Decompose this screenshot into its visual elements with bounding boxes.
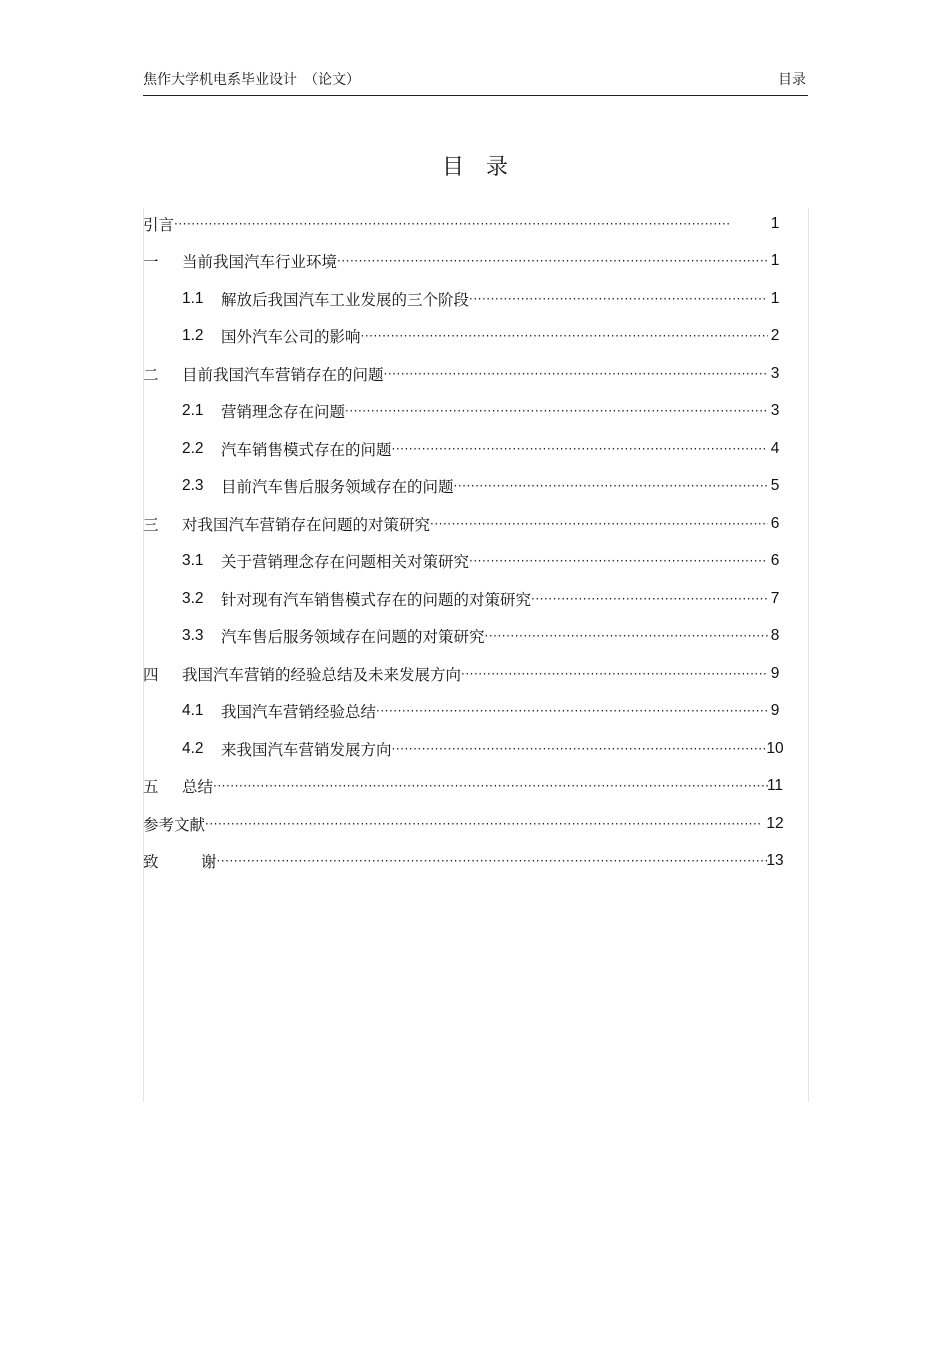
toc-entry[interactable] (143, 430, 808, 468)
toc-page-number: 8 (770, 627, 780, 645)
toc-page-number: 4 (770, 439, 780, 457)
toc-entry-title: 总结 (182, 778, 214, 797)
toc-entry[interactable] (143, 805, 808, 843)
toc-dot-leader (531, 592, 768, 606)
toc-entry[interactable] (143, 693, 808, 731)
toc-section-number: 4.1 (182, 702, 204, 720)
toc-dot-leader (469, 554, 768, 568)
toc-entry[interactable] (143, 655, 808, 693)
table-of-contents (143, 205, 808, 880)
toc-dot-leader (205, 817, 768, 831)
toc-dot-leader (337, 254, 768, 268)
toc-page-number: 1 (770, 252, 780, 270)
toc-entry-title: 引言 (143, 215, 175, 234)
toc-entry-title: 关于营销理念存在问题相关对策研究 (221, 553, 470, 572)
toc-entry[interactable] (143, 243, 808, 281)
toc-page-number: 1 (770, 214, 780, 232)
toc-page-number: 11 (766, 777, 784, 795)
toc-entry[interactable] (143, 355, 808, 393)
page-title: 目录 (441, 155, 530, 180)
toc-entry-title: 目前汽车售后服务领域存在的问题 (221, 478, 454, 497)
toc-entry[interactable] (143, 393, 808, 431)
toc-chapter-number: 四 (143, 666, 159, 684)
toc-chapter-number: 二 (143, 366, 159, 384)
toc-page-number: 12 (766, 814, 784, 832)
toc-entry-title: 我国汽车营销的经验总结及未来发展方向 (182, 665, 462, 684)
toc-entry-title: 我国汽车营销经验总结 (221, 703, 377, 722)
toc-page-number: 6 (770, 552, 780, 570)
toc-entry[interactable] (143, 468, 808, 506)
toc-entry-title: 当前我国汽车行业环境 (182, 253, 338, 272)
toc-section-number: 1.2 (182, 327, 204, 345)
toc-section-number: 3.2 (182, 589, 204, 607)
toc-dot-leader (454, 479, 768, 493)
toc-entry-title: 汽车销售模式存在的问题 (221, 440, 392, 459)
toc-entry[interactable] (143, 843, 808, 881)
toc-entry[interactable] (143, 618, 808, 656)
toc-entry-title: 解放后我国汽车工业发展的三个阶段 (221, 290, 470, 309)
toc-dot-leader (376, 704, 768, 718)
toc-entry-title: 汽车售后服务领域存在问题的对策研究 (221, 628, 485, 647)
toc-section-number: 3.1 (182, 552, 204, 570)
toc-section-number: 1.1 (182, 289, 204, 307)
toc-dot-leader (392, 442, 768, 456)
toc-entry[interactable] (143, 318, 808, 356)
toc-entry-title: 营销理念存在问题 (221, 403, 346, 422)
toc-page-number: 9 (770, 702, 780, 720)
toc-page-number: 10 (766, 739, 784, 757)
toc-dot-leader (469, 292, 768, 306)
toc-page-number: 3 (770, 364, 780, 382)
toc-entry[interactable] (143, 280, 808, 318)
page-header (143, 70, 808, 96)
toc-dot-leader (361, 329, 768, 343)
toc-dot-leader (345, 404, 768, 418)
toc-page-number: 6 (770, 514, 780, 532)
toc-dot-leader (485, 629, 768, 643)
toc-dot-leader (430, 517, 768, 531)
toc-entry[interactable] (143, 768, 808, 806)
toc-section-number: 2.1 (182, 402, 204, 420)
toc-entry[interactable] (143, 543, 808, 581)
toc-chapter-number: 致 (143, 854, 159, 872)
header-document-title: 焦作大学机电系毕业设计 （论文） (143, 72, 360, 88)
toc-page-number: 3 (770, 402, 780, 420)
toc-dot-leader (174, 217, 768, 231)
toc-section-number: 4.2 (182, 739, 204, 757)
toc-dot-leader (217, 854, 768, 868)
toc-entry[interactable] (143, 205, 808, 243)
toc-entry[interactable] (143, 505, 808, 543)
toc-section-number: 2.3 (182, 477, 204, 495)
header-section-name: 目录 (778, 72, 806, 88)
toc-entry[interactable] (143, 730, 808, 768)
toc-dot-leader (213, 779, 768, 793)
toc-page-number: 9 (770, 664, 780, 682)
toc-page-number: 1 (770, 289, 780, 307)
toc-dot-leader (384, 367, 768, 381)
toc-chapter-number: 一 (143, 254, 159, 272)
toc-page-number: 7 (770, 589, 780, 607)
toc-entry-title: 针对现有汽车销售模式存在的问题的对策研究 (221, 590, 532, 609)
toc-entry-title: 国外汽车公司的影响 (221, 328, 361, 347)
toc-page-number: 2 (770, 327, 780, 345)
toc-page-number: 13 (766, 852, 784, 870)
toc-section-number: 2.2 (182, 439, 204, 457)
toc-dot-leader (461, 667, 768, 681)
toc-page-number: 5 (770, 477, 780, 495)
toc-entry-title: 来我国汽车营销发展方向 (221, 740, 392, 759)
toc-entry-title: 参考文献 (143, 815, 206, 834)
toc-chapter-number: 五 (143, 779, 159, 797)
toc-entry-title: 谢 (201, 853, 217, 872)
toc-section-number: 3.3 (182, 627, 204, 645)
toc-entry-title: 目前我国汽车营销存在的问题 (182, 365, 384, 384)
toc-dot-leader (392, 742, 768, 756)
toc-entry-title: 对我国汽车营销存在问题的对策研究 (182, 515, 431, 534)
toc-entry[interactable] (143, 580, 808, 618)
toc-chapter-number: 三 (143, 516, 159, 534)
